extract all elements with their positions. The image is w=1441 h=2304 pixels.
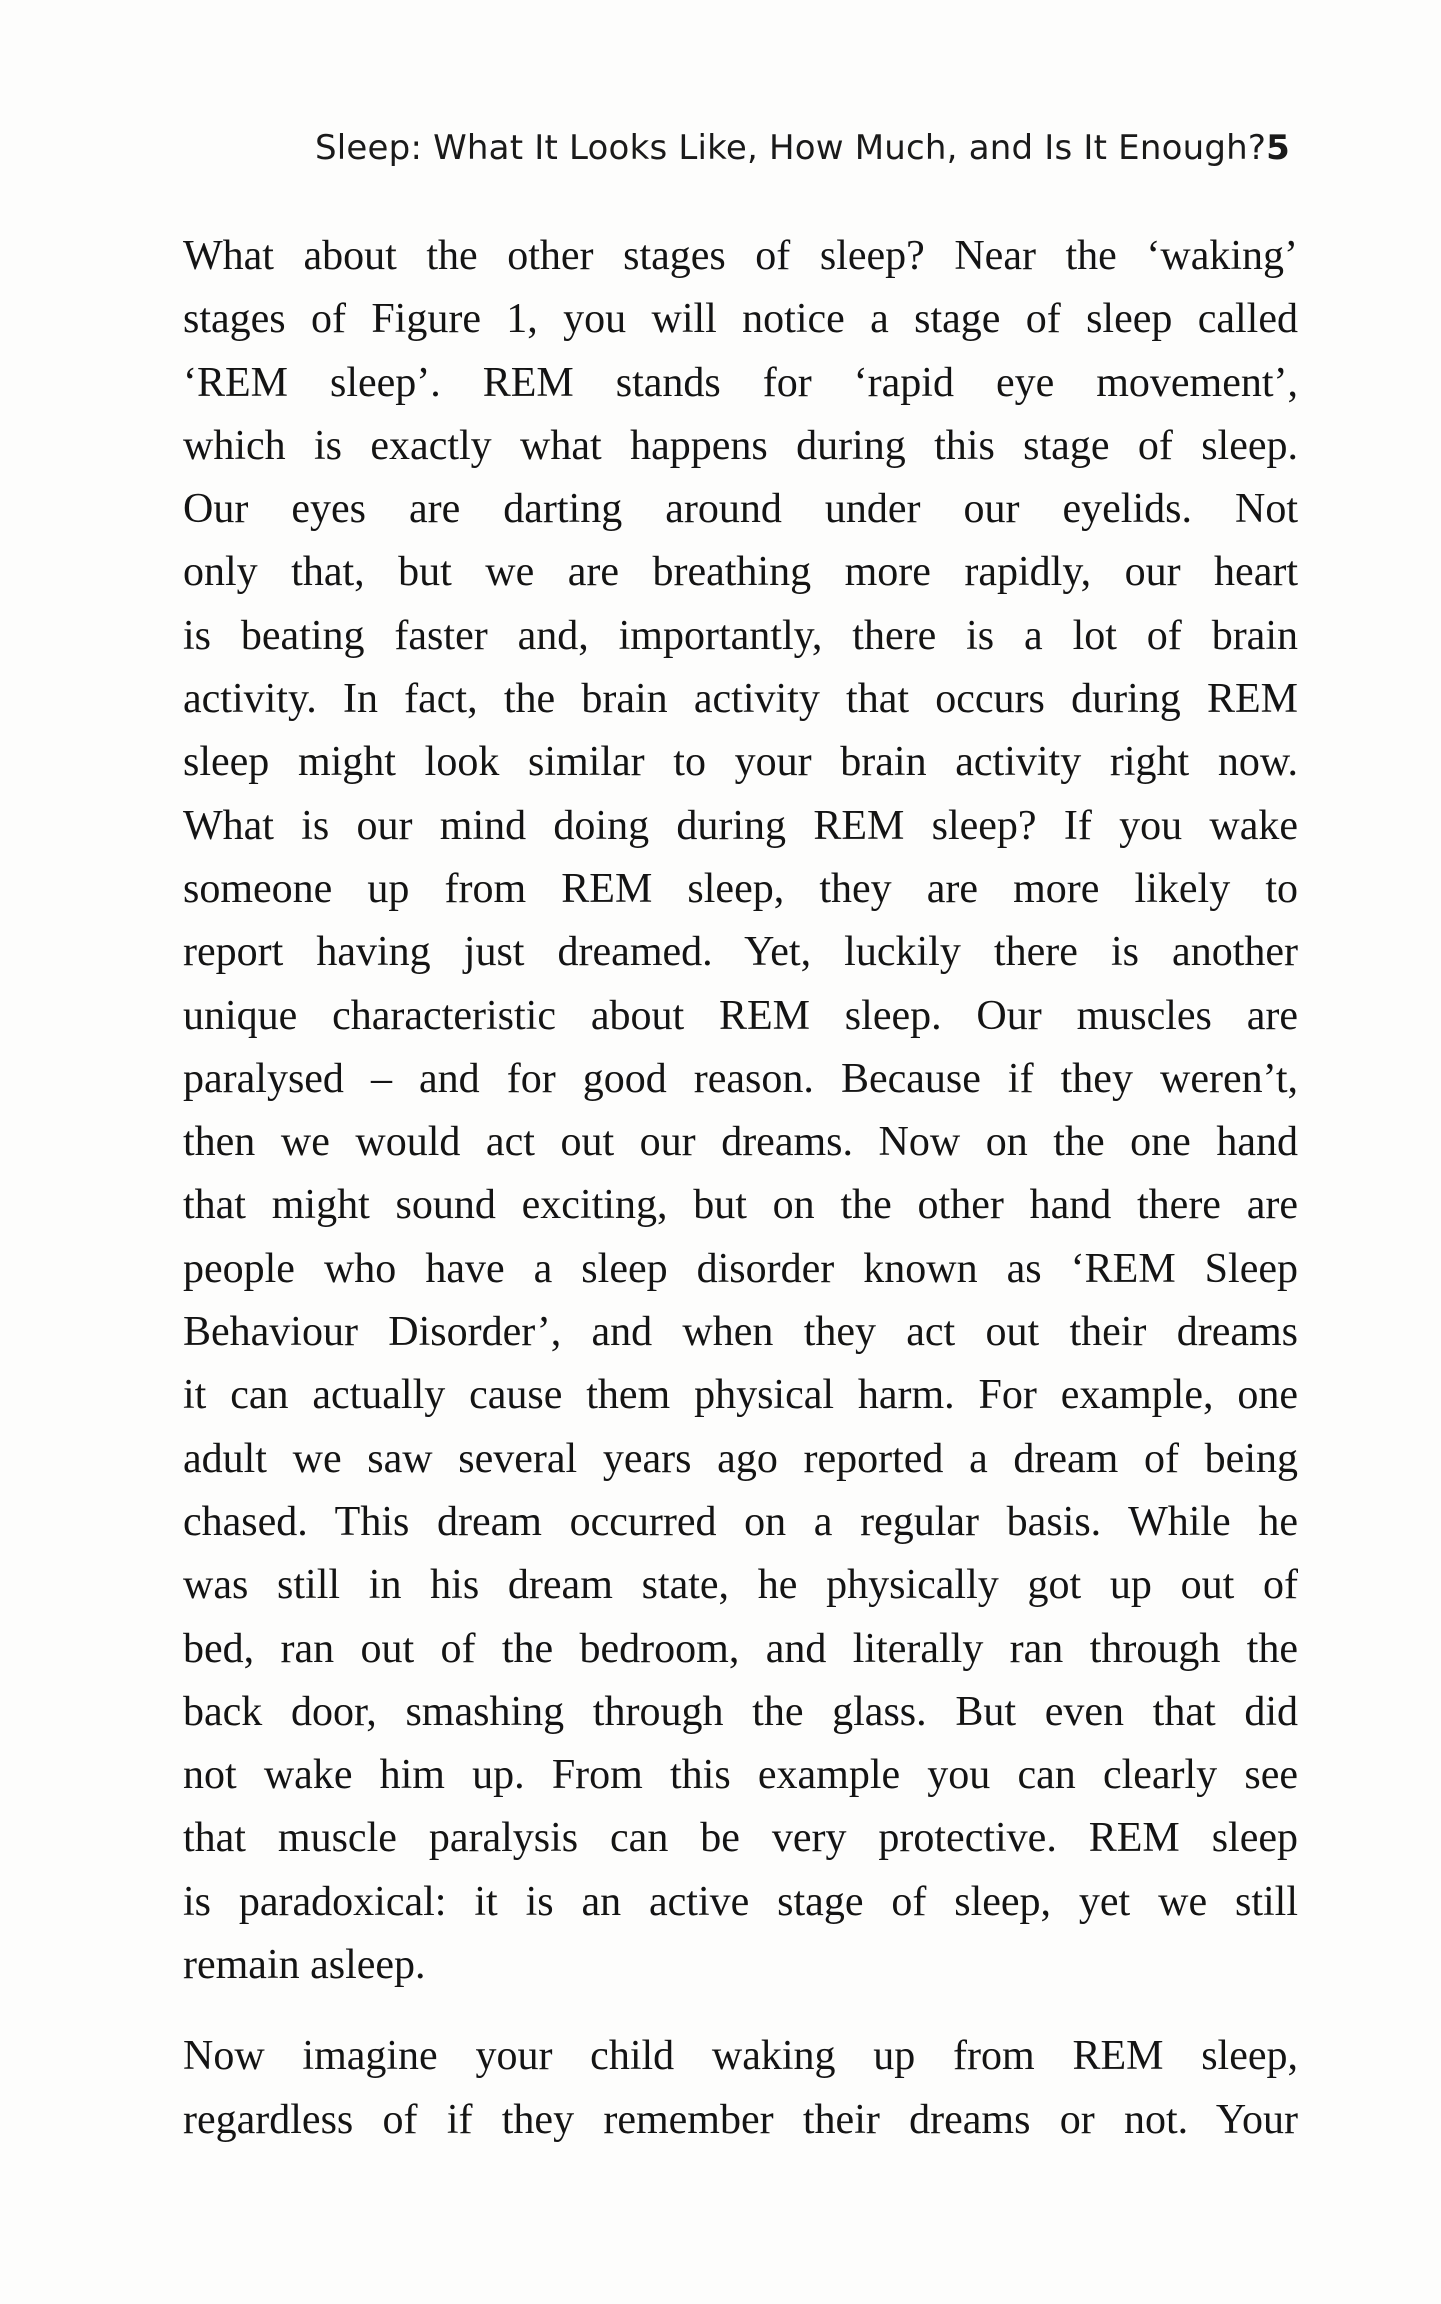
text-line: sleep might look similar to your brain activity right now. xyxy=(183,739,1298,786)
text-line: Our eyes are darting around under our eyelids. Not xyxy=(183,486,1298,533)
text-line: is paradoxical: it is an active stage of sleep, yet we still xyxy=(183,1878,1298,1925)
text-line: chased. This dream occurred on a regular basis. While he xyxy=(183,1498,1298,1545)
text-line: What about the other stages of sleep? Near the ‘waking’ xyxy=(183,233,1298,279)
text-line: back door, smashing through the glass. But even that did xyxy=(183,1688,1298,1735)
text-line: Now imagine your child waking up from REM sleep, xyxy=(183,2033,1298,2080)
text-line: only that, but we are breathing more rapidly, our heart xyxy=(183,549,1298,596)
text-line: report having just dreamed. Yet, luckily there is another xyxy=(183,929,1298,976)
text-line: then we would act out our dreams. Now on the one hand xyxy=(183,1119,1298,1166)
text-line: Behaviour Disorder’, and when they act out their dreams xyxy=(183,1309,1298,1356)
paragraph-1 xyxy=(183,225,1298,1997)
text-line: was still in his dream state, he physically got up out of xyxy=(183,1562,1298,1609)
text-line: it can actually cause them physical harm. For example, one xyxy=(183,1372,1298,1419)
text-line: not wake him up. From this example you can clearly see xyxy=(183,1752,1298,1799)
paragraph-spacer xyxy=(183,1997,1298,2025)
running-title: Sleep: What It Looks Like, How Much, and Is It Enough? xyxy=(315,128,1267,168)
text-line: people who have a sleep disorder known as ‘REM Sleep xyxy=(183,1245,1298,1292)
text-line: What is our mind doing during REM sleep? If you wake xyxy=(183,802,1298,849)
text-line: ‘REM sleep’. REM stands for ‘rapid eye movement’, xyxy=(183,359,1298,406)
text-line: paralysed – and for good reason. Because if they weren’t, xyxy=(183,1055,1298,1102)
text-line: unique characteristic about REM sleep. Our muscles are xyxy=(183,992,1298,1039)
text-line: which is exactly what happens during this stage of sleep. xyxy=(183,422,1298,469)
text-line: adult we saw several years ago reported a dream of being xyxy=(183,1435,1298,1482)
text-line: that might sound exciting, but on the other hand there are xyxy=(183,1182,1298,1229)
text-line: is beating faster and, importantly, there is a lot of brain xyxy=(183,612,1298,659)
paragraph-2 xyxy=(183,2025,1298,2152)
text-line: regardless of if they remember their dreams or not. Your xyxy=(183,2096,1298,2143)
text-line: activity. In fact, the brain activity that occurs during REM xyxy=(183,676,1298,723)
body-text xyxy=(183,225,1298,2152)
text-line: bed, ran out of the bedroom, and literally ran through the xyxy=(183,1625,1298,1672)
text-line: that muscle paralysis can be very protective. REM sleep xyxy=(183,1815,1298,1862)
page-number: 5 xyxy=(1266,128,1290,168)
text-line: remain asleep. xyxy=(183,1942,426,1989)
running-head xyxy=(315,128,1290,178)
text-line: someone up from REM sleep, they are more likely to xyxy=(183,865,1298,912)
text-line: stages of Figure 1, you will notice a stage of sleep called xyxy=(183,296,1298,343)
